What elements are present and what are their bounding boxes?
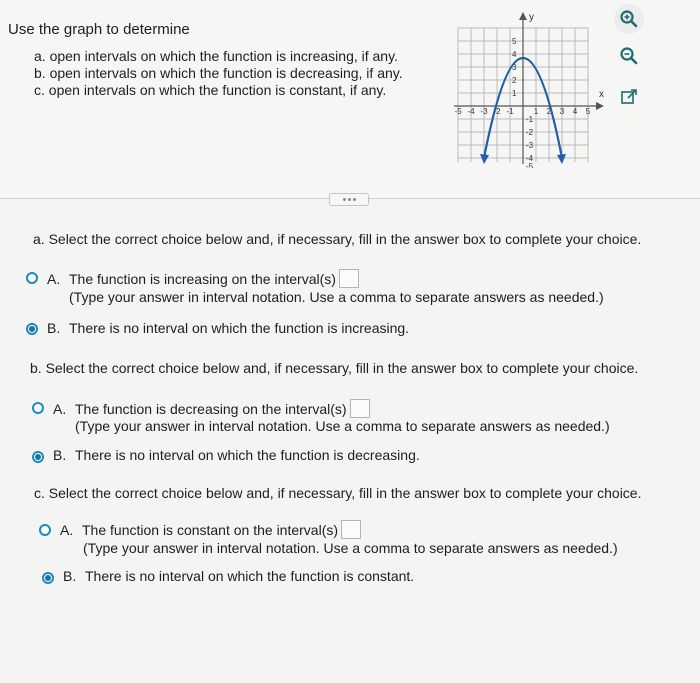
y-tick-label: 1 [512,89,517,98]
y-tick-label: -3 [526,141,534,150]
question-c-option-b[interactable] [63,568,414,584]
question-c-option-a[interactable] [60,520,361,539]
option-letter: B. [53,447,67,463]
question-a-option-a[interactable] [47,269,359,288]
question-a-option-b[interactable] [47,320,409,336]
question-b-option-b-radio[interactable] [32,451,44,463]
y-tick-label: -5 [526,162,534,168]
x-tick-label: 5 [585,107,591,116]
question-b-note: (Type your answer in interval notation. Use a comma to separate answers as needed.) [75,418,610,434]
y-tick-label: -2 [526,128,534,137]
x-tick-label: 1 [533,107,539,116]
x-tick-label: -5 [454,107,462,116]
popout-icon[interactable] [617,85,641,109]
option-text: The function is increasing on the interval(s) [69,271,336,287]
curve-left-arrow-icon [480,154,489,164]
question-c-note: (Type your answer in interval notation. Use a comma to separate answers as needed.) [83,540,618,556]
x-tick-label: -3 [480,107,488,116]
zoom-in-icon[interactable] [614,4,644,34]
y-tick-label: 3 [512,63,517,72]
question-c-answer-box[interactable] [341,520,361,539]
function-graph [448,8,613,168]
option-letter: B. [63,568,77,584]
option-letter: A. [47,271,61,287]
question-b-option-a[interactable] [53,399,370,418]
question-a-option-b-radio[interactable] [26,323,38,335]
option-text: The function is decreasing on the interval(s) [75,401,347,417]
problem-title: Use the graph to determine [8,21,190,38]
y-tick-label: -4 [526,154,534,163]
x-axis-arrow-icon [596,102,604,110]
option-letter: A. [53,401,67,417]
question-a-prompt: a. Select the correct choice below and, if necessary, fill in the answer box to complete your choice. [33,231,642,247]
question-b-option-b[interactable] [53,447,420,463]
question-b-option-a-radio[interactable] [32,402,44,414]
y-tick-label: 5 [512,37,517,46]
question-a-option-a-radio[interactable] [26,272,38,284]
x-tick-label: -1 [506,107,514,116]
y-tick-label: 2 [512,76,517,85]
expand-handle[interactable] [329,193,369,206]
question-a-answer-box[interactable] [339,269,359,288]
y-axis-arrow-icon [519,12,527,20]
question-c-option-b-radio[interactable] [42,572,54,584]
option-text: There is no interval on which the function is increasing. [69,320,410,336]
x-tick-label: -2 [493,107,501,116]
question-a-note: (Type your answer in interval notation. Use a comma to separate answers as needed.) [69,289,604,305]
option-letter: B. [47,320,61,336]
y-axis-label: y [529,12,534,23]
y-tick-label: -1 [526,115,534,124]
curve-right-arrow-icon [557,154,566,164]
question-c-prompt: c. Select the correct choice below and, if necessary, fill in the answer box to complete your choice. [34,485,642,501]
x-tick-label: 2 [546,107,552,116]
question-b-answer-box[interactable] [350,399,370,418]
question-b-prompt: b. Select the correct choice below and, if necessary, fill in the answer box to complete your choice. [30,360,639,376]
x-tick-label: 4 [572,107,578,116]
zoom-out-icon[interactable] [617,44,641,68]
option-text: The function is constant on the interval(s) [82,522,339,538]
question-c-option-a-radio[interactable] [39,524,51,536]
y-tick-label: 4 [512,50,517,59]
problem-item-c: c. open intervals on which the function is constant, if any. [34,82,387,98]
option-text: There is no interval on which the function is constant. [85,568,415,584]
option-text: There is no interval on which the function is decreasing. [75,447,420,463]
problem-list [34,48,403,99]
problem-item-a: a. open intervals on which the function is increasing, if any. [34,48,398,64]
option-letter: A. [60,522,74,538]
problem-item-b: b. open intervals on which the function is decreasing, if any. [34,65,403,81]
x-axis-label: x [599,89,604,100]
x-tick-label: 3 [559,107,565,116]
x-tick-label: -4 [467,107,475,116]
